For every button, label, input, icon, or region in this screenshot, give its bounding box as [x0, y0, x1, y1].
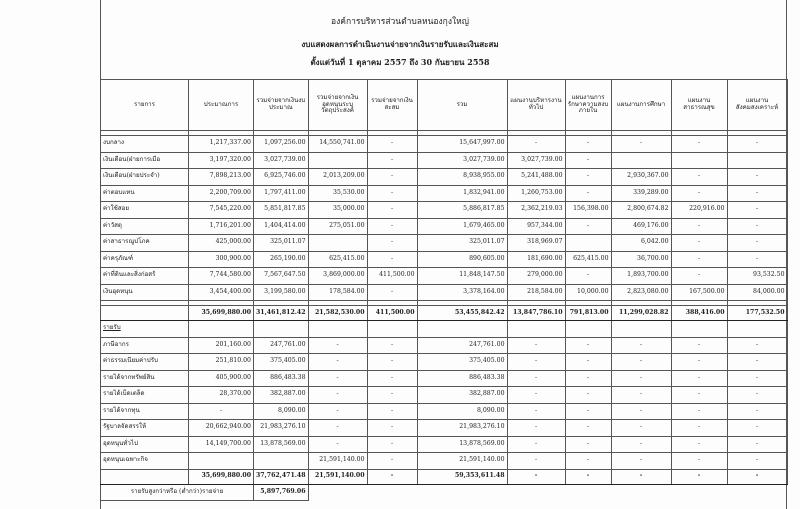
table-cell: 7,898,213.00 — [189, 169, 254, 186]
table-cell: - — [727, 420, 787, 437]
table-row — [101, 370, 788, 387]
table-cell: - — [367, 218, 417, 235]
table-cell: 375,405.00 — [417, 354, 507, 371]
table-cell: - — [308, 354, 367, 371]
table-cell: - — [671, 403, 727, 420]
table-cell: 218,584.00 — [507, 284, 565, 301]
table-cell: 15,647,997.00 — [417, 136, 507, 153]
table-cell: - — [671, 235, 727, 252]
table-cell: 177,532.50 — [727, 306, 787, 321]
table-cell: - — [611, 469, 671, 484]
col-header: แผนงานการศึกษา — [611, 80, 671, 131]
table-cell: 8,090.00 — [254, 403, 309, 420]
table-cell: 178,584.00 — [308, 284, 367, 301]
table-cell: - — [367, 251, 417, 268]
table-cell: - — [367, 387, 417, 404]
table-cell: 2,013,209.00 — [308, 169, 367, 186]
row-label: ค่าครุภัณฑ์ — [101, 251, 189, 268]
table-cell — [308, 152, 367, 169]
table-cell: - — [611, 136, 671, 153]
table-cell: 35,530.00 — [308, 185, 367, 202]
table-cell: 220,916.00 — [671, 202, 727, 219]
table-cell: - — [565, 453, 611, 470]
table-cell: 167,500.00 — [671, 284, 727, 301]
table-cell: 11,848,147.50 — [417, 268, 507, 285]
table-cell: 3,378,164.00 — [417, 284, 507, 301]
table-cell: 10,000.00 — [565, 284, 611, 301]
table-cell: - — [565, 436, 611, 453]
table-cell: - — [308, 337, 367, 354]
table-cell: 20,662,940.00 — [189, 420, 254, 437]
table-cell: 35,000.00 — [308, 202, 367, 219]
table-cell: 13,847,786.10 — [507, 306, 565, 321]
col-header: ประมาณการ — [189, 80, 254, 131]
table-row — [101, 284, 788, 301]
table-cell: - — [507, 354, 565, 371]
table-row — [101, 268, 788, 285]
table-cell: - — [611, 370, 671, 387]
report-title: งบแสดงผลการดำเนินงานจ่ายจากเงินรายรับและเงินสะสม — [301, 39, 499, 49]
table-cell: 3,869,000.00 — [308, 268, 367, 285]
table-cell: - — [565, 136, 611, 153]
table-cell: - — [611, 387, 671, 404]
table-cell: 14,149,700.00 — [189, 436, 254, 453]
table-cell: 13,878,569.00 — [254, 436, 309, 453]
table-cell: 3,197,320.00 — [189, 152, 254, 169]
table-cell: - — [565, 185, 611, 202]
table-cell: 2,362,219.03 — [507, 202, 565, 219]
table-cell: 21,983,276.10 — [417, 420, 507, 437]
table-cell: - — [367, 354, 417, 371]
table-cell: 21,591,140.00 — [417, 453, 507, 470]
table-cell: - — [671, 169, 727, 186]
table-cell: 59,353,611.48 — [417, 469, 507, 484]
table-cell: 886,483.38 — [417, 370, 507, 387]
surplus-value: 5,897,769.06 — [254, 484, 309, 501]
table-row — [101, 354, 788, 371]
header-row — [101, 80, 788, 131]
table-cell: 11,299,028.82 — [611, 306, 671, 321]
total-row — [101, 469, 788, 484]
table-cell: - — [367, 235, 417, 252]
table-cell: 382,887.00 — [254, 387, 309, 404]
table-cell: - — [671, 268, 727, 285]
table-cell: 625,415.00 — [565, 251, 611, 268]
table-cell: - — [671, 185, 727, 202]
table-cell: - — [507, 436, 565, 453]
table-cell: 156,398.00 — [565, 202, 611, 219]
table-cell: 7,744,580.00 — [189, 268, 254, 285]
col-header: รายการ — [101, 80, 189, 131]
table-cell: 890,605.00 — [417, 251, 507, 268]
table-cell: 3,027,739.00 — [417, 152, 507, 169]
table-cell: 2,930,367.00 — [611, 169, 671, 186]
income-section-title: รายรับ — [103, 324, 121, 332]
total-row — [101, 306, 788, 321]
row-label: ค่าสาธารณูปโภค — [101, 235, 189, 252]
table-cell: 886,483.38 — [254, 370, 309, 387]
col-header: แผนงานการรักษาความสงบภายใน — [565, 80, 611, 131]
table-cell: - — [367, 284, 417, 301]
table-cell: 7,567,647.50 — [254, 268, 309, 285]
table-cell: - — [565, 169, 611, 186]
table-cell: - — [565, 354, 611, 371]
table-cell: 318,969.07 — [507, 235, 565, 252]
row-label: งบกลาง — [101, 136, 189, 153]
col-header: แผนงานบริหารงานทั่วไป — [507, 80, 565, 131]
row-label: ค่าใช้สอย — [101, 202, 189, 219]
table-cell: 300,900.00 — [189, 251, 254, 268]
row-label: เงินเดือน(ฝ่ายการเมือ — [101, 152, 189, 169]
row-label: รายได้เบ็ดเตล็ด — [101, 387, 189, 404]
table-cell: - — [565, 420, 611, 437]
row-label: ค่าตอบแทน — [101, 185, 189, 202]
table-cell: - — [565, 268, 611, 285]
table-row — [101, 251, 788, 268]
table-cell: - — [565, 152, 611, 169]
table-cell: 84,000.00 — [727, 284, 787, 301]
table-cell: 405,900.00 — [189, 370, 254, 387]
table-cell: - — [611, 354, 671, 371]
table-cell: - — [671, 469, 727, 484]
table-cell: - — [308, 370, 367, 387]
table-cell: - — [671, 436, 727, 453]
table-cell: - — [727, 235, 787, 252]
table-cell: - — [611, 337, 671, 354]
table-cell: 21,591,140.00 — [308, 469, 367, 484]
table-cell: - — [367, 169, 417, 186]
table-cell: 469,176.00 — [611, 218, 671, 235]
table-cell: 1,404,414.00 — [254, 218, 309, 235]
table-cell: - — [507, 403, 565, 420]
section-row — [101, 321, 788, 338]
row-label — [101, 306, 189, 321]
table-cell: 375,405.00 — [254, 354, 309, 371]
table-cell: 339,289.00 — [611, 185, 671, 202]
table-cell: 35,699,880.00 — [189, 469, 254, 484]
table-cell: - — [727, 202, 787, 219]
table-cell: 28,370.00 — [189, 387, 254, 404]
table-cell: - — [189, 403, 254, 420]
table-cell: - — [367, 136, 417, 153]
row-label: รัฐบาลจัดสรรให้ — [101, 420, 189, 437]
table-cell: 425,000.00 — [189, 235, 254, 252]
table-cell: 21,983,276.10 — [254, 420, 309, 437]
table-cell: - — [507, 370, 565, 387]
table-cell: - — [611, 453, 671, 470]
table-cell: - — [367, 469, 417, 484]
col-header: รวมจ่ายจากเงินงบประมาณ — [254, 80, 309, 131]
table-cell: - — [727, 185, 787, 202]
table-row — [101, 235, 788, 252]
table-cell: 1,679,465.00 — [417, 218, 507, 235]
table-cell: - — [367, 185, 417, 202]
table-cell: - — [727, 354, 787, 371]
table-cell: 625,415.00 — [308, 251, 367, 268]
results-table — [100, 79, 788, 501]
surplus-label: รายรับสูงกว่าหรือ (ต่ำกว่า)รายจ่าย — [101, 484, 254, 501]
table-row — [101, 185, 788, 202]
row-label: รายได้จากทรัพย์สิน — [101, 370, 189, 387]
table-row — [101, 337, 788, 354]
table-cell: 2,823,080.00 — [611, 284, 671, 301]
table-cell: - — [308, 387, 367, 404]
table-cell: - — [565, 337, 611, 354]
table-cell: - — [367, 202, 417, 219]
table-cell: - — [507, 387, 565, 404]
table-cell: 181,690.00 — [507, 251, 565, 268]
table-cell: 411,500.00 — [367, 268, 417, 285]
table-cell: 3,027,739.00 — [254, 152, 309, 169]
table-cell — [671, 152, 727, 169]
table-cell: - — [507, 337, 565, 354]
table-cell: 21,582,530.00 — [308, 306, 367, 321]
table-cell: - — [367, 152, 417, 169]
table-cell: - — [671, 251, 727, 268]
row-label: ค่าวัสดุ — [101, 218, 189, 235]
table-cell: 247,761.00 — [417, 337, 507, 354]
table-cell: - — [507, 420, 565, 437]
row-label — [101, 469, 189, 484]
table-row — [101, 202, 788, 219]
table-cell: 247,761.00 — [254, 337, 309, 354]
table-row — [101, 453, 788, 470]
table-cell: 1,797,411.00 — [254, 185, 309, 202]
table-cell: 1,716,201.00 — [189, 218, 254, 235]
table-cell: - — [507, 136, 565, 153]
col-header: รวมจ่ายจากเงินอุดหนุนระบุวัตถุประสงค์ — [308, 80, 367, 131]
table-cell: - — [727, 136, 787, 153]
table-cell: 36,700.00 — [611, 251, 671, 268]
table-cell: - — [565, 387, 611, 404]
table-cell: 957,344.00 — [507, 218, 565, 235]
table-row — [101, 136, 788, 153]
table-row — [101, 403, 788, 420]
table-cell: - — [565, 218, 611, 235]
table-row — [101, 387, 788, 404]
table-cell: 6,925,746.00 — [254, 169, 309, 186]
table-row — [101, 152, 788, 169]
table-cell: 3,027,739.00 — [507, 152, 565, 169]
table-cell: 5,241,488.00 — [507, 169, 565, 186]
table-cell: - — [727, 370, 787, 387]
table-cell: - — [367, 370, 417, 387]
table-cell: - — [671, 420, 727, 437]
col-header: แผนงานสาธารณสุข — [671, 80, 727, 131]
table-cell: 279,000.00 — [507, 268, 565, 285]
table-cell: 1,217,337.00 — [189, 136, 254, 153]
table-cell — [308, 235, 367, 252]
table-cell: 251,810.00 — [189, 354, 254, 371]
table-cell — [189, 453, 254, 470]
row-label: อุดหนุนเฉพาะกิจ — [101, 453, 189, 470]
table-cell: 411,500.00 — [367, 306, 417, 321]
table-cell: 21,591,140.00 — [308, 453, 367, 470]
table-cell: 53,455,842.42 — [417, 306, 507, 321]
table-cell: 388,416.00 — [671, 306, 727, 321]
table-cell: - — [727, 337, 787, 354]
table-row — [101, 169, 788, 186]
table-cell: - — [308, 420, 367, 437]
row-label: อุดหนุนทั่วไป — [101, 436, 189, 453]
table-cell: 791,813.00 — [565, 306, 611, 321]
table-cell: 35,699,880.00 — [189, 306, 254, 321]
table-row — [101, 420, 788, 437]
table-cell: - — [565, 469, 611, 484]
table-cell: - — [727, 169, 787, 186]
table-cell: 14,550,741.00 — [308, 136, 367, 153]
table-cell: 275,051.00 — [308, 218, 367, 235]
table-cell: 8,938,955.00 — [417, 169, 507, 186]
table-cell: - — [611, 436, 671, 453]
table-cell: 5,851,817.85 — [254, 202, 309, 219]
table-cell: - — [727, 218, 787, 235]
table-cell: - — [671, 354, 727, 371]
table-cell — [254, 453, 309, 470]
table-row — [101, 218, 788, 235]
table-cell: 201,160.00 — [189, 337, 254, 354]
table-cell — [565, 235, 611, 252]
table-cell: 265,190.00 — [254, 251, 309, 268]
table-cell: 6,042.00 — [611, 235, 671, 252]
table-cell: - — [367, 337, 417, 354]
table-cell: - — [727, 251, 787, 268]
table-cell: - — [611, 420, 671, 437]
col-header: รวมจ่ายจากเงินสะสม — [367, 80, 417, 131]
table-cell: - — [671, 453, 727, 470]
table-cell: - — [671, 136, 727, 153]
table-cell: 325,011.07 — [254, 235, 309, 252]
table-cell: 3,454,400.00 — [189, 284, 254, 301]
table-cell: 5,886,817.85 — [417, 202, 507, 219]
table-cell: - — [611, 403, 671, 420]
table-cell: 7,545,220.00 — [189, 202, 254, 219]
table-cell: 93,532.50 — [727, 268, 787, 285]
table-cell: - — [507, 469, 565, 484]
table-cell: 37,762,471.48 — [254, 469, 309, 484]
table-cell: 1,832,941.00 — [417, 185, 507, 202]
table-cell: - — [308, 436, 367, 453]
table-cell — [727, 152, 787, 169]
table-cell: 3,199,580.00 — [254, 284, 309, 301]
table-cell: 382,887.00 — [417, 387, 507, 404]
table-cell: 1,260,753.00 — [507, 185, 565, 202]
table-cell: 31,461,812.42 — [254, 306, 309, 321]
surplus-row — [101, 484, 788, 501]
table-cell: 1,097,256.00 — [254, 136, 309, 153]
table-cell: 2,200,709.00 — [189, 185, 254, 202]
table-cell: - — [727, 436, 787, 453]
table-cell: 13,878,569.00 — [417, 436, 507, 453]
table-cell: - — [565, 370, 611, 387]
row-label: เงินอุดหนุน — [101, 284, 189, 301]
table-cell: - — [671, 387, 727, 404]
table-cell: - — [727, 469, 787, 484]
table-cell: - — [367, 436, 417, 453]
row-label: เงินเดือน(ฝ่ายประจำ) — [101, 169, 189, 186]
table-cell: - — [507, 453, 565, 470]
table-cell: - — [727, 453, 787, 470]
col-header: แผนงานสังคมสงเคราะห์ — [727, 80, 787, 131]
table-cell: - — [671, 218, 727, 235]
org-name: องค์การบริหารส่วนตำบลหนองกุงใหญ่ — [331, 17, 469, 27]
table-cell: 8,090.00 — [417, 403, 507, 420]
table-cell: - — [671, 370, 727, 387]
table-cell: 325,011.07 — [417, 235, 507, 252]
col-header: รวม — [417, 80, 507, 131]
table-cell: - — [308, 403, 367, 420]
report-period: ตั้งแต่วันที่ 1 ตุลาคม 2557 ถึง 30 กันยายน 2558 — [310, 57, 490, 67]
table-cell: - — [367, 453, 417, 470]
table-cell: - — [565, 403, 611, 420]
row-label: รายได้จากทุน — [101, 403, 189, 420]
row-label: ค่าที่ดินและสิ่งก่อสร้ — [101, 268, 189, 285]
table-row — [101, 436, 788, 453]
table-cell: 1,893,700.00 — [611, 268, 671, 285]
row-label: ค่าธรรมเนียมค่าปรับ — [101, 354, 189, 371]
table-cell: - — [671, 337, 727, 354]
table-cell: - — [367, 420, 417, 437]
table-cell: - — [367, 403, 417, 420]
table-cell: 2,800,674.82 — [611, 202, 671, 219]
table-cell: - — [727, 403, 787, 420]
row-label: ภาษีอากร — [101, 337, 189, 354]
table-cell: - — [727, 387, 787, 404]
table-cell — [611, 152, 671, 169]
